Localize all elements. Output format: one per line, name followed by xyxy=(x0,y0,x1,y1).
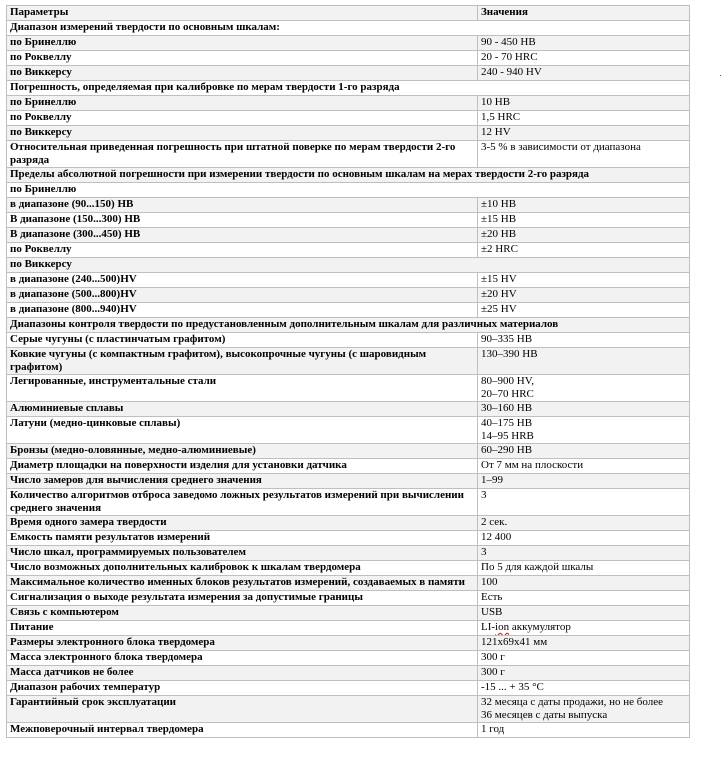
scale-rockwell-label xyxy=(7,51,478,66)
table-row xyxy=(7,66,690,81)
header-param: Параметры xyxy=(7,6,478,21)
warranty-value-line1: 32 месяца с даты продажи, но не более xyxy=(481,696,663,708)
calib-rockwell-value: 1,5 HRC xyxy=(478,111,690,126)
warranty-value-line2: 36 месяцев с даты выпуска xyxy=(481,709,608,721)
diameter-label: Диаметр площадки на поверхности изделия для установки датчика xyxy=(7,459,478,474)
specifications-table xyxy=(6,5,690,738)
abs-hb2-value: ±15 HB xyxy=(478,213,690,228)
user-scales-label: Число шкал, программируемых пользователем xyxy=(7,546,478,561)
table-row xyxy=(7,258,690,273)
table-row xyxy=(7,606,690,621)
mass-sensors-label: Масса датчиков не более xyxy=(7,666,478,681)
bronze-label: Бронзы (медно-оловянные, медно-алюминиевые) xyxy=(7,444,478,459)
time-value: 2 сек. xyxy=(478,516,690,531)
power-value xyxy=(478,621,690,636)
table-row xyxy=(7,576,690,591)
table-row xyxy=(7,96,690,111)
abs-hv2-value: ±20 HV xyxy=(478,288,690,303)
section-row xyxy=(7,318,690,333)
grey-iron-label: Серые чугуны (с пластинчатым графитом) xyxy=(7,333,478,348)
abs-rockwell-label: по Роквеллу xyxy=(7,243,478,258)
abs-hv3-label: в диапазоне (800...940)HV xyxy=(7,303,478,318)
table-row xyxy=(7,303,690,318)
alloy-steel-label: Легированные, инструментальные стали xyxy=(7,375,478,402)
dims-value: 121x69x41 мм xyxy=(478,636,690,651)
mass-sensors-value: 300 г xyxy=(478,666,690,681)
table-row xyxy=(7,51,690,66)
calib-brinell-label: по Бринеллю xyxy=(7,96,478,111)
table-row xyxy=(7,666,690,681)
aluminium-value: 30–160 HB xyxy=(478,402,690,417)
abs-hb3-label: В диапазоне (300...450) HB xyxy=(7,228,478,243)
section-range: Диапазон измерений твердости по основным шкалам: xyxy=(7,21,690,36)
calib-brinell-value: 10 HB xyxy=(478,96,690,111)
samples-value: 1–99 xyxy=(478,474,690,489)
pc-link-label: Связь с компьютером xyxy=(7,606,478,621)
scale-vickers-label: по Виккерсу xyxy=(7,66,478,81)
dims-label: Размеры электронного блока твердомера xyxy=(7,636,478,651)
range-brinell-value: 90 - 450 HB xyxy=(478,36,690,51)
abs-hb1-value: ±10 HB xyxy=(478,198,690,213)
table-row xyxy=(7,288,690,303)
warranty-value xyxy=(478,696,690,723)
table-row xyxy=(7,243,690,258)
table-row xyxy=(7,273,690,288)
alloy-value-line2: 20–70 HRC xyxy=(481,388,534,400)
power-value-c: аккумулятор xyxy=(509,621,571,633)
relative-error-label: Относительная приведенная погрешность при штатной поверке по мерам твердости 2-го разряда xyxy=(7,141,478,168)
abs-hb1-label: в диапазоне (90...150) HB xyxy=(7,198,478,213)
calib-vickers-label: по Виккерсу xyxy=(7,126,478,141)
table-row xyxy=(7,375,690,402)
range-vickers-value: 240 - 940 HV xyxy=(478,66,690,81)
abs-hv3-value: ±25 HV xyxy=(478,303,690,318)
signal-value: Есть xyxy=(478,591,690,606)
time-label: Время одного замера твердости xyxy=(7,516,478,531)
power-value-b: ion xyxy=(495,621,510,633)
aluminium-label: Алюминиевые сплавы xyxy=(7,402,478,417)
abs-vickers-label: по Виккерсу xyxy=(7,258,690,273)
mass-unit-label: Масса электронного блока твердомера xyxy=(7,651,478,666)
warranty-label: Гарантийный срок эксплуатации xyxy=(7,696,478,723)
table-row xyxy=(7,696,690,723)
table-row xyxy=(7,651,690,666)
table-row xyxy=(7,402,690,417)
table-row xyxy=(7,561,690,576)
interval-value: 1 год xyxy=(478,723,690,738)
section-row xyxy=(7,21,690,36)
brass-value xyxy=(478,417,690,444)
section-abs-error: Пределы абсолютной погрешности при измерении твердости по основным шкалам на мерах твердости 2-го разряда xyxy=(7,168,690,183)
samples-label: Число замеров для вычисления среднего значения xyxy=(7,474,478,489)
table-row xyxy=(7,348,690,375)
brass-label: Латуни (медно-цинковые сплавы) xyxy=(7,417,478,444)
table-row xyxy=(7,681,690,696)
bronze-value: 60–290 HB xyxy=(478,444,690,459)
abs-hv1-label: в диапазоне (240...500)HV xyxy=(7,273,478,288)
table-row xyxy=(7,531,690,546)
brass-value-line2: 14–95 HRB xyxy=(481,430,534,442)
memory-value: 12 400 xyxy=(478,531,690,546)
range-rockwell-value: 20 - 70 HRC xyxy=(478,51,690,66)
signal-label: Сигнализация о выходе результата измерения за допустимые границы xyxy=(7,591,478,606)
malleable-iron-value: 130–390 HB xyxy=(478,348,690,375)
table-row xyxy=(7,474,690,489)
extra-calib-label: Число возможных дополнительных калибровок к шкалам твердомера xyxy=(7,561,478,576)
scale-brinell-label: по Бринеллю xyxy=(7,36,478,51)
abs-hb2-label: В диапазоне (150...300) HB xyxy=(7,213,478,228)
extra-calib-value: По 5 для каждой шкалы xyxy=(478,561,690,576)
header-row xyxy=(7,6,690,21)
table-row xyxy=(7,228,690,243)
blocks-value: 100 xyxy=(478,576,690,591)
abs-hv2-label: в диапазоне (500...800)HV xyxy=(7,288,478,303)
power-label: Питание xyxy=(7,621,478,636)
temp-value: -15 ... + 35 °С xyxy=(478,681,690,696)
table-row xyxy=(7,213,690,228)
table-row xyxy=(7,444,690,459)
temp-label: Диапазон рабочих температур xyxy=(7,681,478,696)
table-row xyxy=(7,417,690,444)
calib-rockwell-label: по Роквеллу xyxy=(7,111,478,126)
calib-vickers-value: 12 HV xyxy=(478,126,690,141)
table-row xyxy=(7,183,690,198)
table-row xyxy=(7,141,690,168)
table-row xyxy=(7,489,690,516)
pc-link-value: USB xyxy=(478,606,690,621)
table-row xyxy=(7,723,690,738)
header-value: Значения xyxy=(478,6,690,21)
algorithms-value: 3 xyxy=(478,489,690,516)
section-row xyxy=(7,81,690,96)
abs-hrc-value: ±2 HRC xyxy=(478,243,690,258)
table-row xyxy=(7,621,690,636)
section-control-ranges: Диапазоны контроля твердости по предустановленным дополнительным шкалам для различных материалов xyxy=(7,318,690,333)
scale-prefix: по Роквеллу xyxy=(10,51,72,63)
margin-mark: · xyxy=(719,70,722,80)
memory-label: Емкость памяти результатов измерений xyxy=(7,531,478,546)
malleable-iron-label: Ковкие чугуны (с компактным графитом), высокопрочные чугуны (с шаровидным графитом) xyxy=(7,348,478,375)
algorithms-label: Количество алгоритмов отброса заведомо ложных результатов измерений при вычислении среднего значения xyxy=(7,489,478,516)
table-row xyxy=(7,333,690,348)
blocks-label: Максимальное количество именных блоков результатов измерений, создаваемых в памяти xyxy=(7,576,478,591)
brass-value-line1: 40–175 HB xyxy=(481,417,533,429)
table-row xyxy=(7,36,690,51)
alloy-steel-value xyxy=(478,375,690,402)
abs-brinell-label: по Бринеллю xyxy=(7,183,690,198)
section-error-calib: Погрешность, определяемая при калибровке по мерам твердости 1-го разряда xyxy=(7,81,690,96)
table-row xyxy=(7,198,690,213)
alloy-value-line1: 80–900 HV, xyxy=(481,375,534,387)
table-row xyxy=(7,546,690,561)
table-row xyxy=(7,459,690,474)
grey-iron-value: 90–335 HB xyxy=(478,333,690,348)
table-row xyxy=(7,516,690,531)
table-row xyxy=(7,636,690,651)
abs-hb3-value: ±20 HB xyxy=(478,228,690,243)
user-scales-value: 3 xyxy=(478,546,690,561)
abs-hv1-value: ±15 HV xyxy=(478,273,690,288)
interval-label: Межповерочный интервал твердомера xyxy=(7,723,478,738)
mass-unit-value: 300 г xyxy=(478,651,690,666)
power-value-a: LI- xyxy=(481,621,496,633)
table-row xyxy=(7,111,690,126)
table-row xyxy=(7,126,690,141)
section-row xyxy=(7,168,690,183)
table-row xyxy=(7,591,690,606)
diameter-value: От 7 мм на плоскости xyxy=(478,459,690,474)
relative-error-value: 3-5 % в зависимости от диапазона xyxy=(478,141,690,168)
